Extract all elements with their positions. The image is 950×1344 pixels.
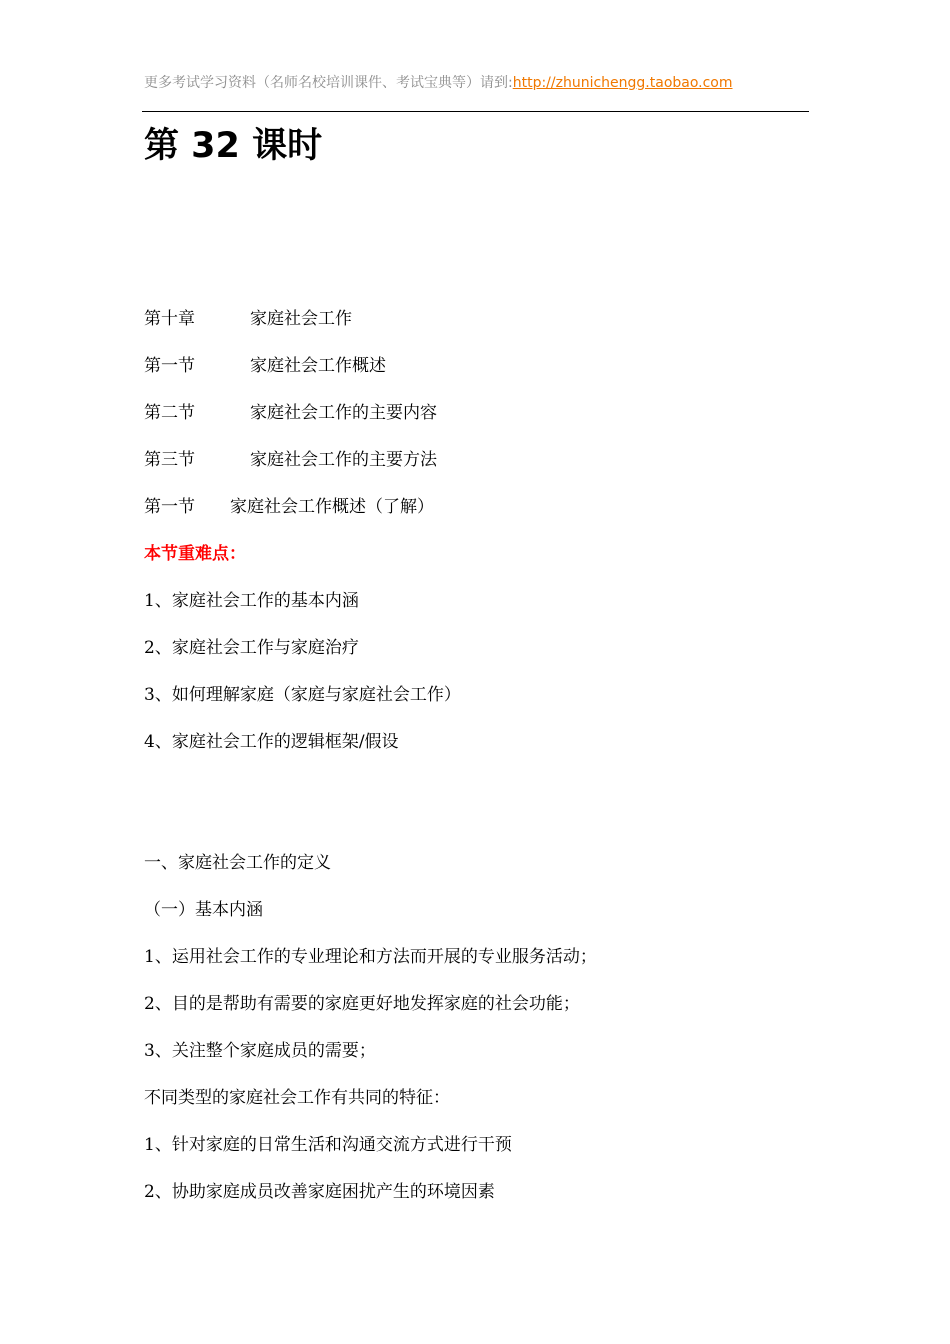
features-intro: 不同类型的家庭社会工作有共同的特征： (144, 1088, 450, 1108)
header-text: 更多考试学习资料（名师名校培训课件、考试宝典等）请到: (144, 75, 513, 91)
toc-item (144, 355, 386, 377)
key-point-item: 4、家庭社会工作的逻辑框架/假设 (144, 732, 399, 752)
key-point-item: 2、家庭社会工作与家庭治疗 (144, 638, 359, 658)
toc-item (144, 449, 437, 471)
toc-item-num: 第二节 (144, 403, 195, 423)
feature-item: 2、协助家庭成员改善家庭困扰产生的环境因素 (144, 1182, 495, 1202)
toc-item (144, 402, 437, 424)
header-rule (142, 111, 809, 112)
definition-point: 2、目的是帮助有需要的家庭更好地发挥家庭的社会功能； (144, 994, 580, 1014)
feature-item: 1、针对家庭的日常生活和沟通交流方式进行干预 (144, 1135, 512, 1155)
toc-item-num: 第三节 (144, 450, 195, 470)
definition-heading: 一、家庭社会工作的定义 (144, 853, 331, 873)
page-header (144, 72, 733, 92)
section-heading-num: 第一节 (144, 497, 195, 517)
key-points-label: 本节重难点： (144, 544, 246, 564)
toc-item-num: 第十章 (144, 309, 195, 329)
toc-item-text: 家庭社会工作的主要方法 (250, 450, 437, 470)
key-point-item: 3、如何理解家庭（家庭与家庭社会工作） (144, 685, 461, 705)
toc-item (144, 308, 352, 330)
definition-point: 1、运用社会工作的专业理论和方法而开展的专业服务活动； (144, 947, 597, 967)
section-heading-text: 家庭社会工作概述（了解） (230, 497, 434, 517)
definition-point: 3、关注整个家庭成员的需要； (144, 1041, 376, 1061)
toc-item-text: 家庭社会工作概述 (250, 356, 386, 376)
key-point-item: 1、家庭社会工作的基本内涵 (144, 591, 359, 611)
toc-item-text: 家庭社会工作 (250, 309, 352, 329)
toc-item-num: 第一节 (144, 356, 195, 376)
page-title: 第 32 课时 (144, 126, 323, 166)
definition-subheading: （一）基本内涵 (144, 900, 263, 920)
header-link[interactable]: http://zhunichengg.taobao.com (512, 75, 733, 91)
section-heading (144, 496, 434, 518)
toc-item-text: 家庭社会工作的主要内容 (250, 403, 437, 423)
